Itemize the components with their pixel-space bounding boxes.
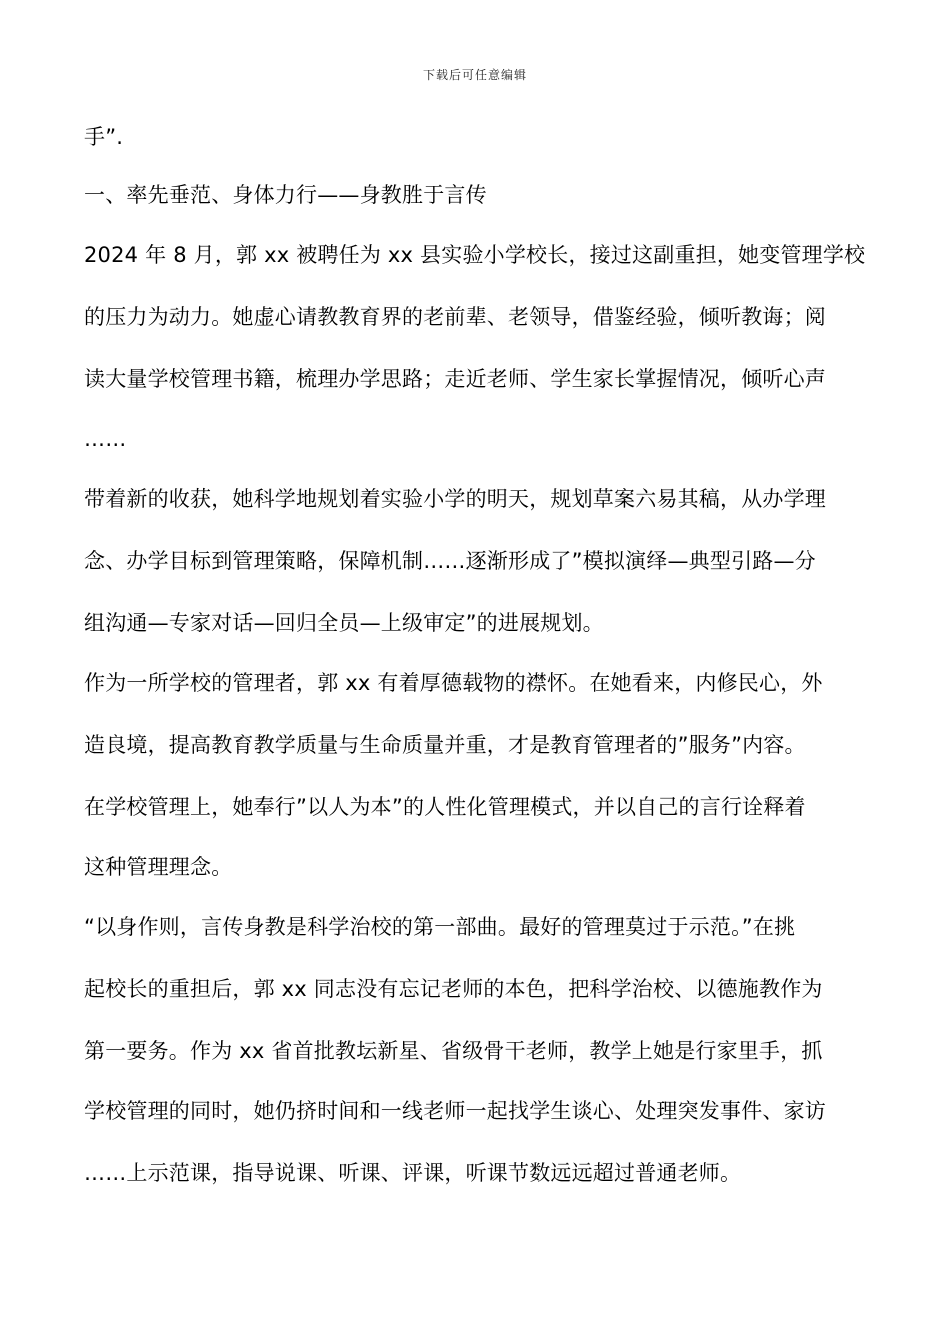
text-line: 造良境，提高教育教学质量与生命质量并重，才是教育管理者的”服务”内容。 [84,733,806,757]
text-line: 念、办学目标到管理策略，保障机制……逐渐形成了”模拟演绎—典型引路—分 [84,549,816,573]
text-line: 的压力为动力。她虚心请教教育界的老前辈、老领导，借鉴经验，倾听教诲；阅 [84,305,826,329]
page-header-note: 下载后可任意编辑 [422,68,527,82]
text-line: 这种管理理念。 [84,855,233,879]
text-line: 组沟通—专家对话—回归全员—上级审定”的进展规划。 [84,611,604,635]
text-line: 2024 年 8 月，郭 xx 被聘任为 xx 县实验小学校长，接过这副重担，她变管理学校 [84,243,866,267]
text-line: 手”. [84,125,124,149]
text-line: “以身作则，言传身教是科学治校的第一部曲。最好的管理莫过于示范。”在挑 [84,915,796,939]
text-line: 读大量学校管理书籍，梳理办学思路；走近老师、学生家长掌握情况，倾听心声 [84,367,826,391]
text-line: 带着新的收获，她科学地规划着实验小学的明天，规划草案六易其稿，从办学理 [84,487,826,511]
section-heading: 一、率先垂范、身体力行——身教胜于言传 [84,183,487,207]
text-line: 第一要务。作为 xx 省首批教坛新星、省级骨干老师，教学上她是行家里手，抓 [84,1039,823,1063]
text-line: …… [84,427,127,451]
text-line: 作为一所学校的管理者，郭 xx 有着厚德载物的襟怀。在她看来，内修民心，外 [84,671,823,695]
text-line: ……上示范课，指导说课、听课、评课，听课节数远远超过普通老师。 [84,1161,742,1185]
text-line: 起校长的重担后，郭 xx 同志没有忘记老师的本色，把科学治校、以德施教作为 [84,977,823,1001]
text-line: 学校管理的同时，她仍挤时间和一线老师一起找学生谈心、处理突发事件、家访 [84,1099,826,1123]
text-line: 在学校管理上，她奉行”以人为本”的人性化管理模式，并以自己的言行诠释着 [84,795,806,819]
